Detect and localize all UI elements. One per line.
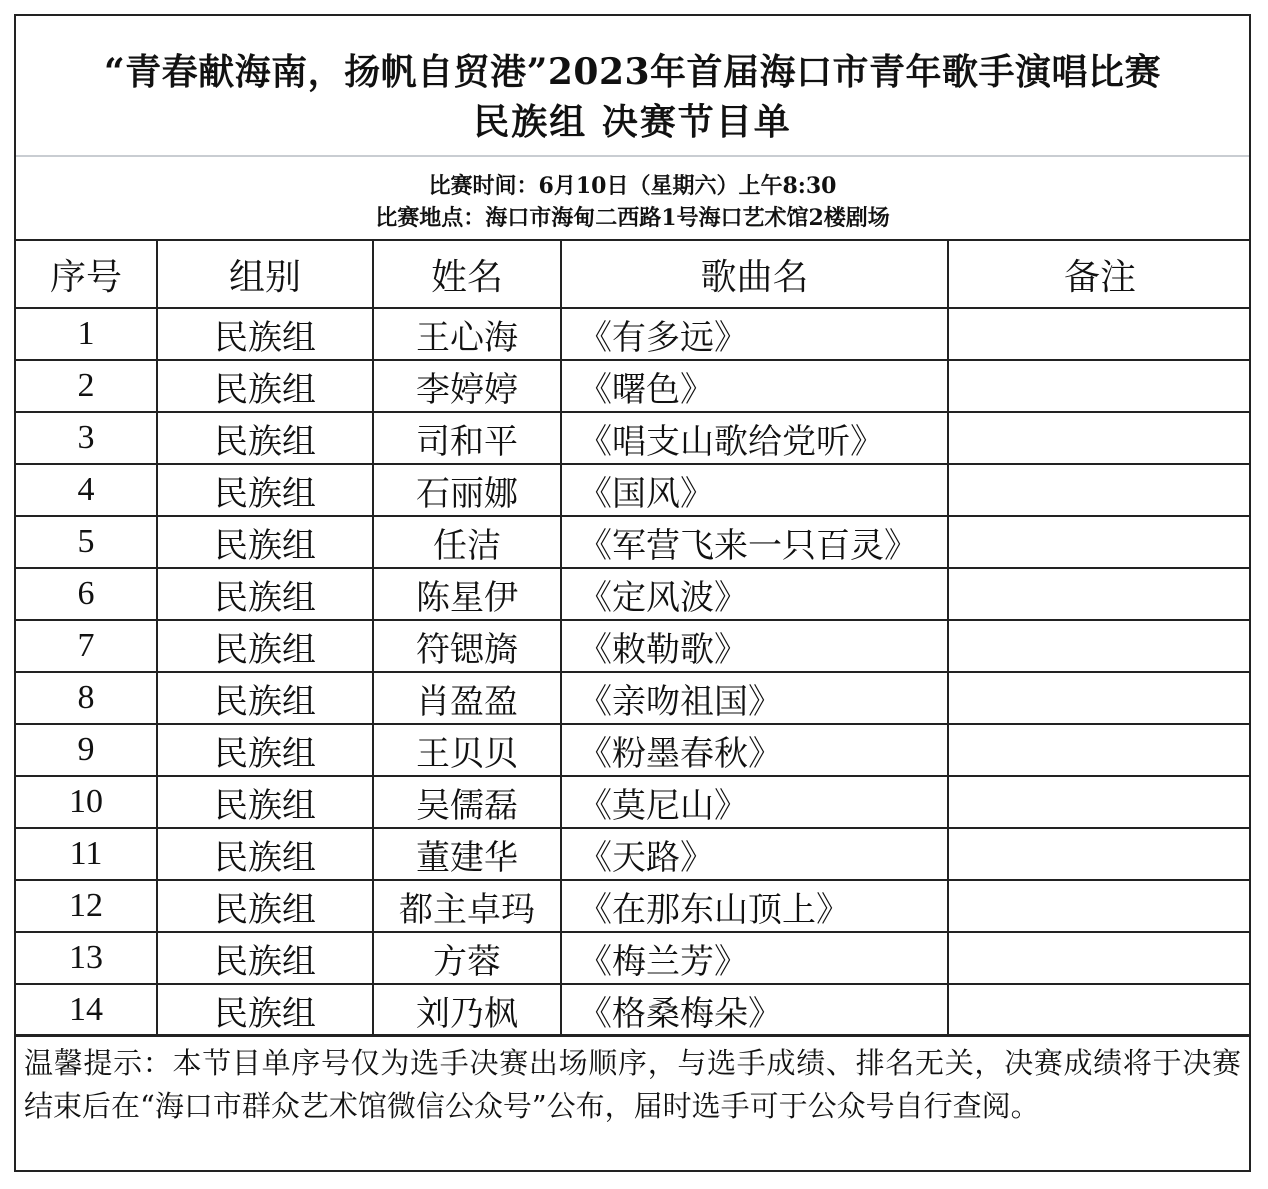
cell-note [948, 464, 1251, 516]
table-row [16, 308, 1251, 360]
cell-note [948, 412, 1251, 464]
cell-name: 刘乃枫 [373, 984, 561, 1036]
column-header-group: 组别 [157, 241, 373, 308]
cell-name: 王心海 [373, 308, 561, 360]
cell-group: 民族组 [157, 724, 373, 776]
cell-number: 3 [16, 412, 157, 464]
info-block [16, 157, 1249, 241]
cell-number: 5 [16, 516, 157, 568]
event-title: “青春献海南，扬帆自贸港”2023年首届海口市青年歌手演唱比赛 [103, 51, 1162, 93]
cell-group: 民族组 [157, 464, 373, 516]
program-table [16, 241, 1251, 1037]
cell-note [948, 776, 1251, 828]
program-sheet [14, 14, 1251, 1172]
cell-name: 都主卓玛 [373, 880, 561, 932]
cell-name: 吴儒磊 [373, 776, 561, 828]
cell-note [948, 360, 1251, 412]
cell-song: 《军营飞来一只百灵》 [561, 516, 948, 568]
cell-note [948, 620, 1251, 672]
table-row [16, 464, 1251, 516]
table-row [16, 880, 1251, 932]
cell-name: 石丽娜 [373, 464, 561, 516]
cell-number: 9 [16, 724, 157, 776]
cell-number: 12 [16, 880, 157, 932]
cell-song: 《格桑梅朵》 [561, 984, 948, 1036]
cell-group: 民族组 [157, 516, 373, 568]
cell-song: 《梅兰芳》 [561, 932, 948, 984]
cell-song: 《唱支山歌给党听》 [561, 412, 948, 464]
cell-group: 民族组 [157, 360, 373, 412]
program-subtitle: 民族组 决赛节目单 [473, 101, 792, 143]
table-row [16, 776, 1251, 828]
table-row [16, 360, 1251, 412]
cell-song: 《亲吻祖国》 [561, 672, 948, 724]
cell-name: 符锶旖 [373, 620, 561, 672]
cell-group: 民族组 [157, 828, 373, 880]
cell-note [948, 880, 1251, 932]
table-row [16, 568, 1251, 620]
column-header-note: 备注 [948, 241, 1251, 308]
cell-note [948, 568, 1251, 620]
cell-group: 民族组 [157, 776, 373, 828]
cell-name: 董建华 [373, 828, 561, 880]
cell-number: 13 [16, 932, 157, 984]
cell-note [948, 516, 1251, 568]
cell-name: 任洁 [373, 516, 561, 568]
cell-note [948, 984, 1251, 1036]
table-row [16, 984, 1251, 1036]
competition-venue: 比赛地点：海口市海甸二西路1号海口艺术馆2楼剧场 [375, 205, 890, 231]
table-row [16, 672, 1251, 724]
cell-note [948, 724, 1251, 776]
cell-song: 《天路》 [561, 828, 948, 880]
table-row [16, 412, 1251, 464]
title-block [16, 16, 1249, 157]
column-header-number: 序号 [16, 241, 157, 308]
cell-song: 《敕勒歌》 [561, 620, 948, 672]
cell-number: 8 [16, 672, 157, 724]
cell-number: 2 [16, 360, 157, 412]
cell-song: 《在那东山顶上》 [561, 880, 948, 932]
cell-number: 11 [16, 828, 157, 880]
cell-note [948, 308, 1251, 360]
table-row [16, 516, 1251, 568]
table-row [16, 932, 1251, 984]
cell-number: 1 [16, 308, 157, 360]
cell-name: 王贝贝 [373, 724, 561, 776]
competition-time: 比赛时间：6月10日（星期六）上午8:30 [428, 173, 837, 199]
table-row [16, 620, 1251, 672]
table-row [16, 724, 1251, 776]
cell-group: 民族组 [157, 568, 373, 620]
table-header-row [16, 241, 1251, 308]
cell-name: 方蓉 [373, 932, 561, 984]
notice-text: 温馨提示：本节目单序号仅为选手决赛出场顺序，与选手成绩、排名无关，决赛成绩将于决赛结束后在“海口市群众艺术馆微信公众号”公布，届时选手可于公众号自行查阅。 [16, 1034, 1249, 1172]
cell-song: 《有多远》 [561, 308, 948, 360]
column-header-name: 姓名 [373, 241, 561, 308]
cell-group: 民族组 [157, 672, 373, 724]
cell-note [948, 828, 1251, 880]
cell-song: 《粉墨春秋》 [561, 724, 948, 776]
cell-name: 陈星伊 [373, 568, 561, 620]
cell-group: 民族组 [157, 308, 373, 360]
cell-name: 司和平 [373, 412, 561, 464]
cell-number: 10 [16, 776, 157, 828]
cell-group: 民族组 [157, 412, 373, 464]
cell-group: 民族组 [157, 932, 373, 984]
cell-song: 《莫尼山》 [561, 776, 948, 828]
cell-name: 肖盈盈 [373, 672, 561, 724]
column-header-song: 歌曲名 [561, 241, 948, 308]
cell-number: 6 [16, 568, 157, 620]
cell-number: 7 [16, 620, 157, 672]
cell-song: 《定风波》 [561, 568, 948, 620]
cell-number: 14 [16, 984, 157, 1036]
cell-note [948, 672, 1251, 724]
table-row [16, 828, 1251, 880]
cell-group: 民族组 [157, 984, 373, 1036]
cell-group: 民族组 [157, 880, 373, 932]
cell-song: 《国风》 [561, 464, 948, 516]
cell-name: 李婷婷 [373, 360, 561, 412]
cell-note [948, 932, 1251, 984]
cell-number: 4 [16, 464, 157, 516]
cell-group: 民族组 [157, 620, 373, 672]
cell-song: 《曙色》 [561, 360, 948, 412]
